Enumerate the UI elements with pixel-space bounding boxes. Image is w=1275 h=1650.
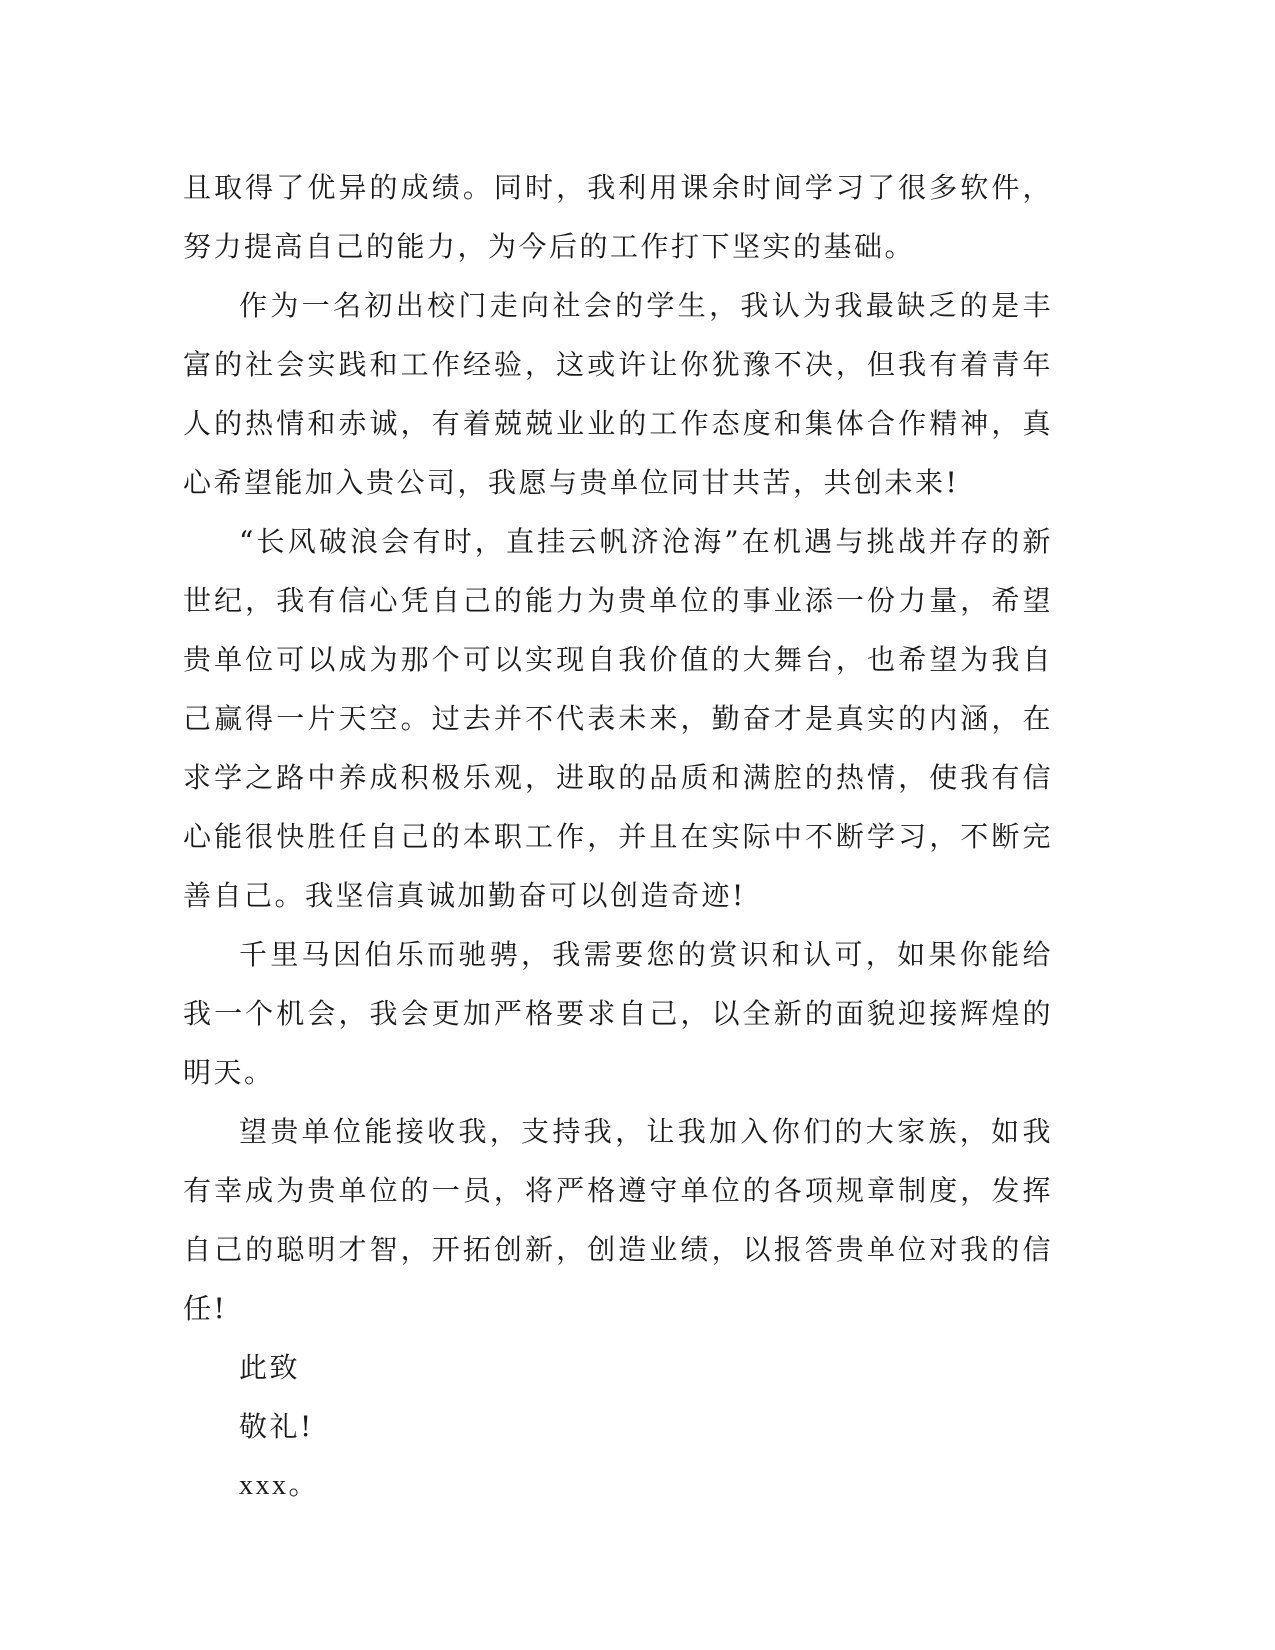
closing-regards: 敬礼! — [239, 1410, 314, 1443]
closing-salutation: 此致 — [239, 1351, 301, 1384]
paragraph-opportunity: 千里马因伯乐而驰骋，我需要您的赏识和认可，如果你能给我一个机会，我会更加严格要求自己，以全新的面貌迎接辉煌的明天。 — [183, 938, 1053, 1089]
signature: xxx。 — [239, 1470, 320, 1501]
paragraph-confidence: “长风破浪会有时，直挂云帆济沧海”在机遇与挑战并存的新世纪，我有信心凭自己的能力为贵单位的事业添一份力量，希望贵单位可以成为那个可以实现自我价值的大舞台，也希望为我自己赢得一片天空。过去并不代表未来，勤奋才是真实的内涵，在求学之路中养成积极乐观，进取的品质和满腔的热情，使我有信心能很快胜任自己的本职工作，并且在实际中不断学习，不断完善自己。我坚信真诚加勤奋可以创造奇迹! — [183, 525, 1053, 912]
paragraph-commitment: 望贵单位能接收我，支持我，让我加入你们的大家族，如我有幸成为贵单位的一员，将严格遵守单位的各项规章制度，发挥自己的聪明才智，开拓创新，创造业绩，以报答贵单位对我的信任! — [183, 1115, 1053, 1325]
letter-body — [183, 158, 1053, 1515]
paragraph-continuation: 且取得了优异的成绩。同时，我利用课余时间学习了很多软件，努力提高自己的能力，为今后的工作打下坚实的基础。 — [183, 171, 1053, 263]
paragraph-experience: 作为一名初出校门走向社会的学生，我认为我最缺乏的是丰富的社会实践和工作经验，这或许让你犹豫不决，但我有着青年人的热情和赤诚，有着兢兢业业的工作态度和集体合作精神，真心希望能加入贵公司，我愿与贵单位同甘共苦，共创未来! — [183, 289, 1053, 499]
